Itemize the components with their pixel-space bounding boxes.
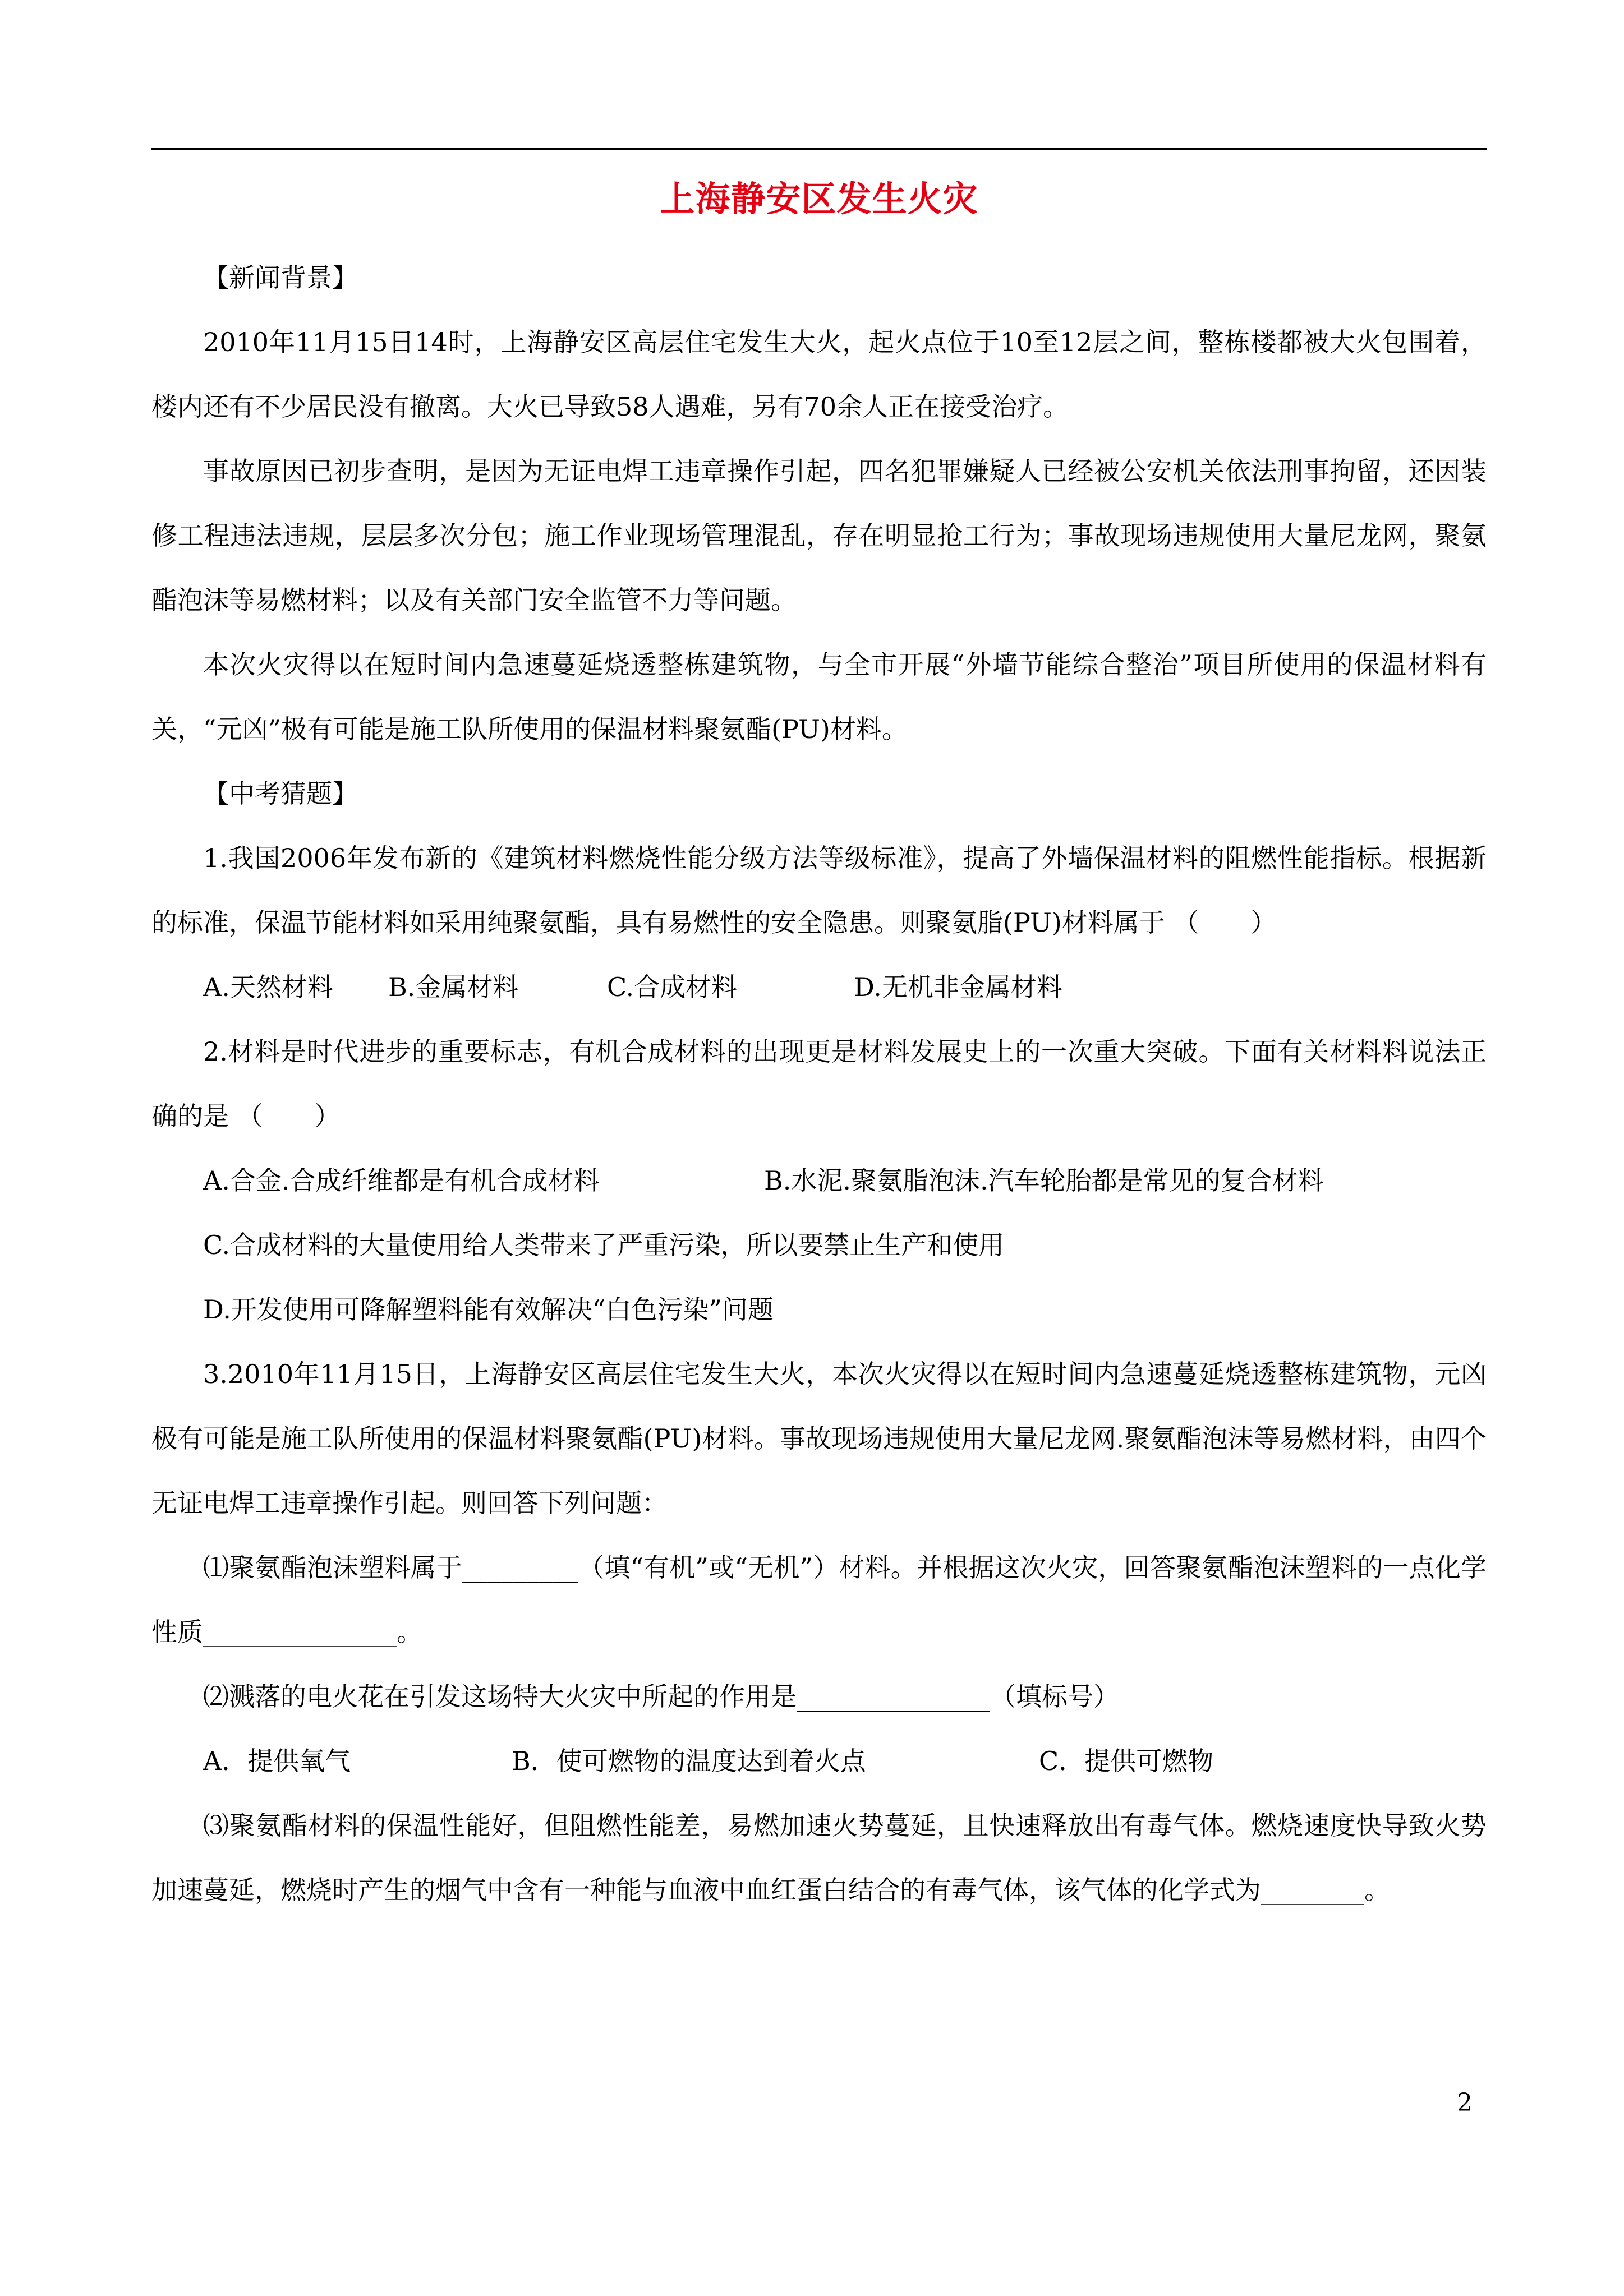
document-body <box>151 246 1487 1922</box>
question-3-option-b: B．使可燃物的温度达到着火点 <box>512 1746 866 1776</box>
questions-heading: 【中考猜题】 <box>203 778 358 809</box>
question-2-option-a: A.合金.合成纤维都是有机合成材料 <box>203 1165 600 1196</box>
background-heading: 【新闻背景】 <box>203 262 358 293</box>
question-1-option-b: B.金属材料 <box>388 972 519 1002</box>
question-3-sub-2-options <box>151 1729 1487 1794</box>
question-3-sub-2: ⑵溅落的电火花在引发这场特大火灾中所起的作用是_______________（填标号） <box>203 1681 1119 1712</box>
background-paragraph-3: 本次火灾得以在短时间内急速蔓延烧透整栋建筑物，与全市开展“外墙节能综合整治”项目所使用的保温材料有关，“元凶”极有可能是施工队所使用的保温材料聚氨酯(PU)材料。 <box>151 649 1487 744</box>
header-rule <box>151 148 1487 150</box>
question-1-option-a: A.天然材料 <box>203 972 333 1002</box>
question-2-options-ab <box>151 1149 1487 1213</box>
question-3-option-a: A．提供氧气 <box>203 1746 351 1776</box>
question-1-options <box>151 955 1487 1020</box>
question-1-option-c: C.合成材料 <box>607 972 738 1002</box>
question-2-stem: 2.材料是时代进步的重要标志，有机合成材料的出现更是材料发展史上的一次重大突破。下面有关材料料说法正确的是 （ ） <box>151 1036 1487 1131</box>
question-3-stem: 3.2010年11月15日，上海静安区高层住宅发生大火，本次火灾得以在短时间内急速蔓延烧透整栋建筑物，元凶极有可能是施工队所使用的保温材料聚氨酯(PU)材料。事故现场违规使用大量尼龙网.聚氨酯泡沫等易燃材料，由四个无证电焊工违章操作引起。则回答下列问题： <box>151 1359 1487 1518</box>
question-2-option-b: B.水泥.聚氨脂泡沫.汽车轮胎都是常见的复合材料 <box>764 1165 1324 1196</box>
page-number: 2 <box>1457 2088 1473 2117</box>
question-3-sub-1: ⑴聚氨酯泡沫塑料属于_________（填“有机”或“无机”）材料。并根据这次火灾，回答聚氨酯泡沫塑料的一点化学性质_______________。 <box>151 1552 1487 1647</box>
question-2-option-c: C.合成材料的大量使用给人类带来了严重污染，所以要禁止生产和使用 <box>203 1230 1005 1260</box>
question-1-stem: 1.我国2006年发布新的《建筑材料燃烧性能分级方法等级标准》，提高了外墙保温材料的阻燃性能指标。根据新的标准，保温节能材料如采用纯聚氨酯，具有易燃性的安全隐患。则聚氨脂(PU)材料属于 （ ） <box>151 843 1487 938</box>
background-paragraph-2: 事故原因已初步查明，是因为无证电焊工违章操作引起，四名犯罪嫌疑人已经被公安机关依法刑事拘留，还因装修工程违法违规，层层多次分包；施工作业现场管理混乱，存在明显抢工行为；事故现场违规使用大量尼龙网，聚氨酯泡沫等易燃材料；以及有关部门安全监管不力等问题。 <box>151 456 1487 615</box>
question-3-sub-3: ⑶聚氨酯材料的保温性能好，但阻燃性能差，易燃加速火势蔓延，且快速释放出有毒气体。燃烧速度快导致火势加速蔓延，燃烧时产生的烟气中含有一种能与血液中血红蛋白结合的有毒气体，该气体的化学式为________。 <box>151 1810 1487 1905</box>
question-3-option-c: C．提供可燃物 <box>1039 1746 1214 1776</box>
background-paragraph-1: 2010年11月15日14时，上海静安区高层住宅发生大火，起火点位于10至12层之间，整栋楼都被大火包围着，楼内还有不少居民没有撤离。大火已导致58人遇难，另有70余人正在接受治疗。 <box>151 327 1487 422</box>
question-2-option-d: D.开发使用可降解塑料能有效解决“白色污染”问题 <box>203 1294 774 1325</box>
question-1-option-d: D.无机非金属材料 <box>854 972 1062 1002</box>
page-title: 上海静安区发生火灾 <box>660 178 978 219</box>
